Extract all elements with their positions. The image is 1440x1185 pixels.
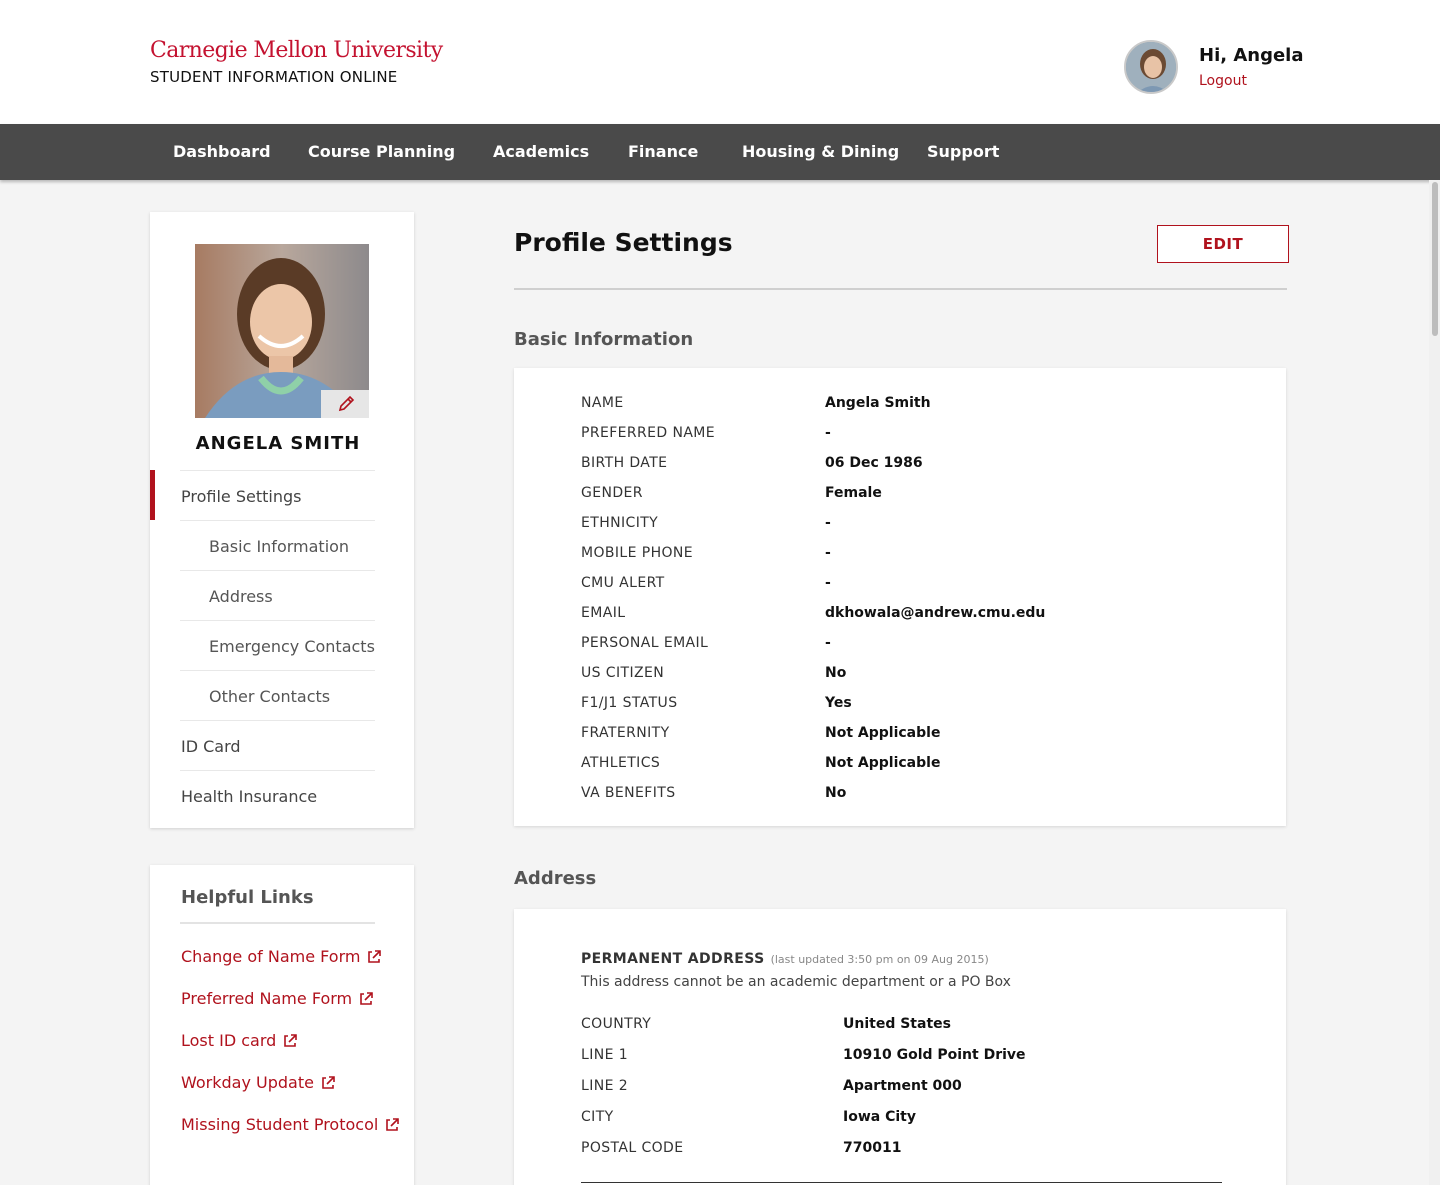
info-value: Yes <box>825 695 852 711</box>
info-value: No <box>825 665 847 681</box>
helpful-links-card <box>150 865 414 1185</box>
info-value: - <box>825 575 831 591</box>
sidebar-item-label: Health Insurance <box>181 787 318 806</box>
address-heading <box>581 948 989 967</box>
logout-link[interactable]: Logout <box>1199 73 1247 89</box>
nav-academics[interactable]: Academics <box>493 142 590 161</box>
info-label: NAME <box>581 395 624 411</box>
address-card <box>514 909 1286 1185</box>
pencil-icon <box>321 390 369 418</box>
info-value: No <box>825 785 847 801</box>
info-value: 770011 <box>843 1140 902 1156</box>
link-label: Workday Update <box>181 1073 314 1092</box>
address-note: This address cannot be an academic department or a PO Box <box>581 974 1011 990</box>
link-preferred-name-form[interactable] <box>181 989 374 1008</box>
info-row-fraternity <box>581 725 1261 745</box>
link-change-of-name-form[interactable] <box>181 947 382 966</box>
info-row-athletics <box>581 755 1261 775</box>
sidebar-item-basic-information[interactable] <box>180 520 375 570</box>
info-value: 10910 Gold Point Drive <box>843 1047 1026 1063</box>
active-indicator <box>150 470 155 520</box>
divider <box>514 288 1287 290</box>
brand-logo[interactable]: Carnegie Mellon University <box>150 38 443 63</box>
user-avatar[interactable] <box>1124 40 1178 94</box>
sidebar-item-label: Emergency Contacts <box>209 637 375 656</box>
info-row-ethnicity <box>581 515 1261 535</box>
section-title-basic-information: Basic Information <box>514 329 694 350</box>
site-header <box>0 0 1440 124</box>
info-value: United States <box>843 1016 951 1032</box>
address-row-postal-code <box>581 1140 1261 1160</box>
page-scrollbar[interactable] <box>1429 180 1440 1185</box>
info-value: 06 Dec 1986 <box>825 455 923 471</box>
info-label: MOBILE PHONE <box>581 545 694 561</box>
info-row-va-benefits <box>581 785 1261 805</box>
info-label: PERSONAL EMAIL <box>581 635 709 651</box>
info-value: Female <box>825 485 882 501</box>
info-label: CITY <box>581 1109 614 1125</box>
main-nav <box>0 124 1440 180</box>
info-row-f1-j1-status <box>581 695 1261 715</box>
info-row-us-citizen <box>581 665 1261 685</box>
info-label: ATHLETICS <box>581 755 661 771</box>
info-value: Apartment 000 <box>843 1078 962 1094</box>
sidebar-item-label: Address <box>209 587 273 606</box>
info-label: VA BENEFITS <box>581 785 676 801</box>
info-row-cmu-alert <box>581 575 1261 595</box>
info-row-preferred-name <box>581 425 1261 445</box>
info-label: GENDER <box>581 485 643 501</box>
info-value: dkhowala@andrew.cmu.edu <box>825 605 1046 621</box>
address-heading-title: PERMANENT ADDRESS <box>581 951 765 967</box>
info-label: COUNTRY <box>581 1016 652 1032</box>
info-label: PREFERRED NAME <box>581 425 716 441</box>
sidebar-item-address[interactable] <box>180 570 375 620</box>
address-row-line-2 <box>581 1078 1261 1098</box>
sidebar-item-health-insurance[interactable] <box>180 770 375 820</box>
info-label: BIRTH DATE <box>581 455 668 471</box>
brand[interactable] <box>150 38 443 86</box>
external-link-icon <box>366 949 382 965</box>
link-label: Lost ID card <box>181 1031 277 1050</box>
address-row-city <box>581 1109 1261 1129</box>
info-value: - <box>825 425 831 441</box>
nav-course-planning[interactable]: Course Planning <box>308 142 456 161</box>
scroll-thumb[interactable] <box>1432 182 1438 336</box>
link-lost-id-card[interactable] <box>181 1031 298 1050</box>
info-row-email <box>581 605 1261 625</box>
info-value: Angela Smith <box>825 395 931 411</box>
info-label: POSTAL CODE <box>581 1140 684 1156</box>
info-label: F1/J1 STATUS <box>581 695 678 711</box>
info-label: LINE 1 <box>581 1047 629 1063</box>
nav-finance[interactable]: Finance <box>628 142 699 161</box>
nav-housing-dining[interactable]: Housing & Dining <box>742 142 900 161</box>
info-row-gender <box>581 485 1261 505</box>
sidebar-item-profile-settings[interactable] <box>180 470 375 520</box>
external-link-icon <box>384 1117 400 1133</box>
sidebar-item-label: ID Card <box>181 737 241 756</box>
profile-name: ANGELA SMITH <box>195 433 361 454</box>
divider <box>581 1182 1222 1183</box>
external-link-icon <box>320 1075 336 1091</box>
link-label: Change of Name Form <box>181 947 361 966</box>
edit-photo-button[interactable] <box>321 390 369 418</box>
info-value: - <box>825 635 831 651</box>
info-row-personal-email <box>581 635 1261 655</box>
helpful-links-title: Helpful Links <box>181 887 314 908</box>
info-label: ETHNICITY <box>581 515 659 531</box>
info-value: - <box>825 545 831 561</box>
user-greeting: Hi, Angela <box>1199 45 1304 66</box>
page-title: Profile Settings <box>514 228 733 257</box>
info-value: Not Applicable <box>825 755 941 771</box>
link-label: Preferred Name Form <box>181 989 353 1008</box>
divider <box>180 922 375 924</box>
info-label: US CITIZEN <box>581 665 665 681</box>
address-row-country <box>581 1016 1261 1036</box>
info-row-name <box>581 395 1261 415</box>
info-value: Not Applicable <box>825 725 941 741</box>
nav-dashboard[interactable]: Dashboard <box>173 142 271 161</box>
external-link-icon <box>282 1033 298 1049</box>
address-row-line-1 <box>581 1047 1261 1067</box>
info-value: Iowa City <box>843 1109 916 1125</box>
info-row-birth-date <box>581 455 1261 475</box>
external-link-icon <box>358 991 374 1007</box>
sidebar-item-label: Basic Information <box>209 537 350 556</box>
edit-button[interactable]: EDIT <box>1157 225 1289 263</box>
info-label: CMU ALERT <box>581 575 665 591</box>
sidebar-item-other-contacts[interactable] <box>180 670 375 720</box>
link-label: Missing Student Protocol <box>181 1115 379 1134</box>
link-workday-update[interactable] <box>181 1073 336 1092</box>
sidebar-item-emergency-contacts[interactable] <box>180 620 375 670</box>
sidebar-item-label: Other Contacts <box>209 687 331 706</box>
info-value: - <box>825 515 831 531</box>
address-last-updated: (last updated 3:50 pm on 09 Aug 2015) <box>770 953 989 966</box>
info-label: FRATERNITY <box>581 725 670 741</box>
link-missing-student-protocol[interactable] <box>181 1115 400 1134</box>
basic-information-card <box>514 368 1286 826</box>
brand-subtitle: STUDENT INFORMATION ONLINE <box>150 68 398 86</box>
sidebar-item-label: Profile Settings <box>181 487 302 506</box>
info-label: EMAIL <box>581 605 626 621</box>
nav-support[interactable]: Support <box>927 142 1000 161</box>
profile-sidebar <box>150 212 414 828</box>
section-title-address: Address <box>514 868 597 889</box>
info-row-mobile-phone <box>581 545 1261 565</box>
sidebar-item-id-card[interactable] <box>180 720 375 770</box>
info-label: LINE 2 <box>581 1078 629 1094</box>
